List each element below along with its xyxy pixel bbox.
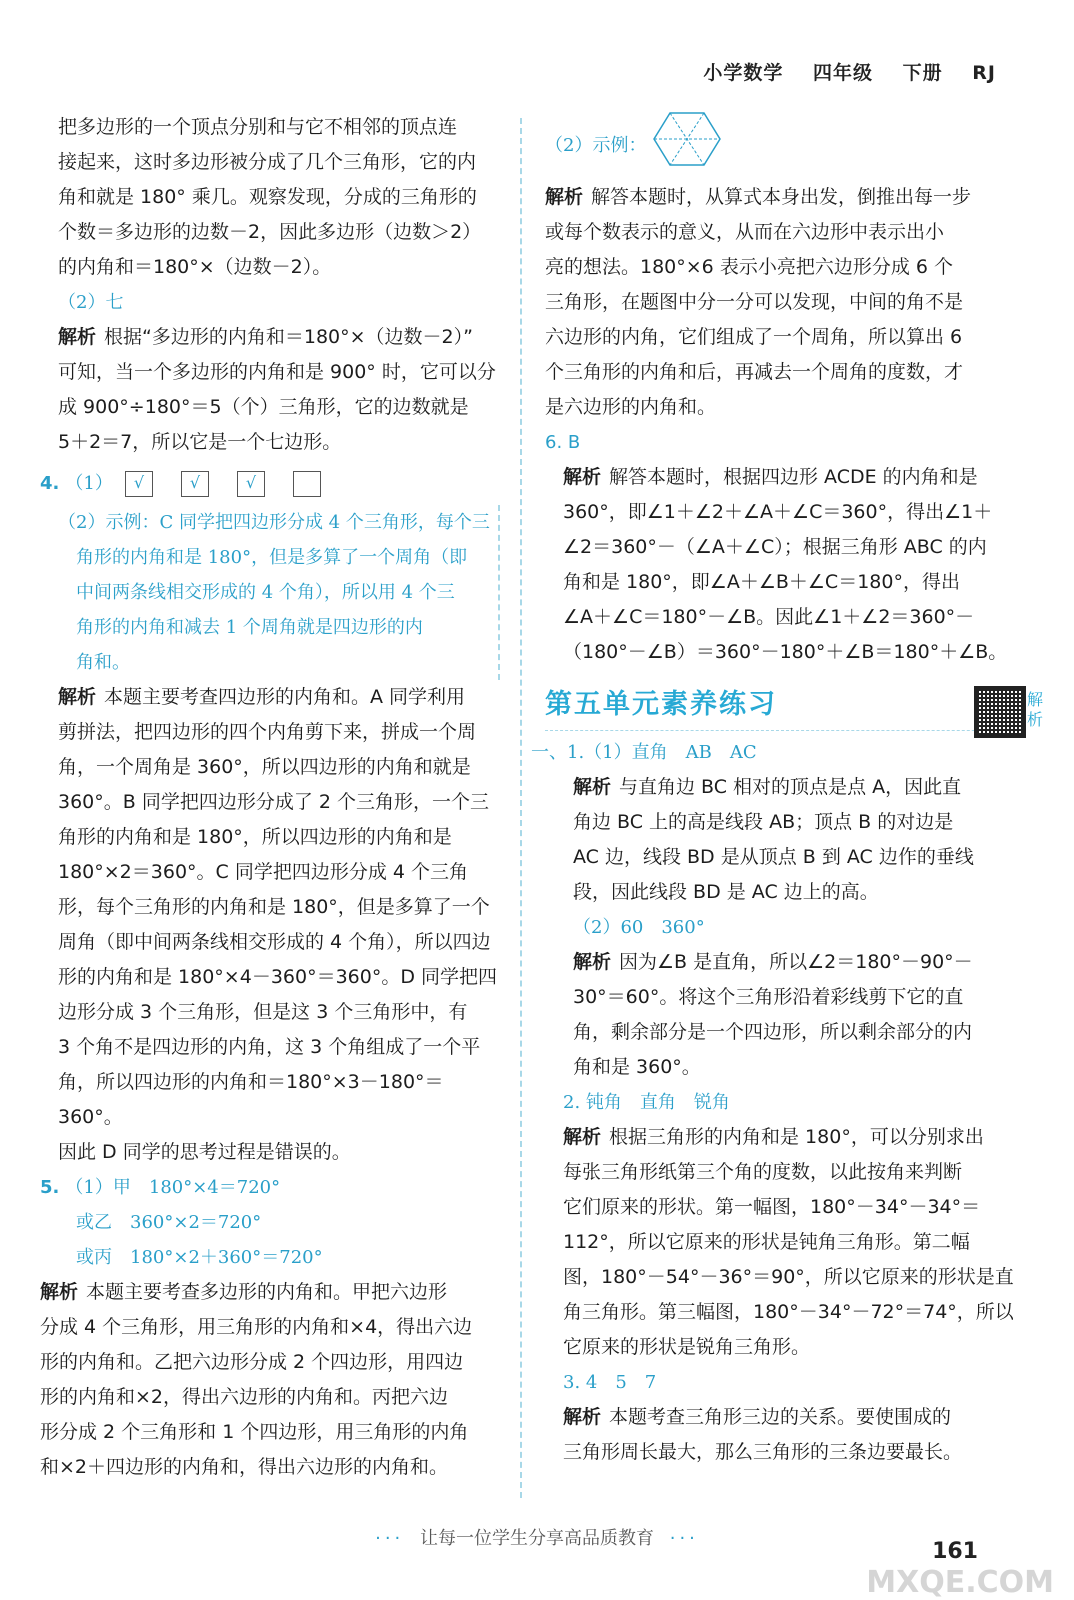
text-line: 112°，所以它原来的形状是钝角三角形。第二幅 bbox=[563, 1231, 970, 1253]
text-line: 三角形周长最大，那么三角形的三条边要最长。 bbox=[563, 1441, 963, 1463]
footer-dots-left: ··· bbox=[375, 1528, 405, 1549]
page-header bbox=[681, 58, 996, 85]
text-line: 和×2＋四边形的内角和，得出六边形的内角和。 bbox=[40, 1456, 449, 1478]
text-line: 360°。B 同学把四边形分成了 2 个三角形，一个三 bbox=[58, 791, 490, 813]
text-line: 角三角形。第三幅图，180°－34°－72°＝74°，所以 bbox=[563, 1301, 1014, 1323]
section-title: 第五单元素养练习 bbox=[545, 680, 1020, 731]
q5-2-label: （2）示例： bbox=[545, 134, 647, 156]
q4-2-answer bbox=[40, 505, 500, 680]
text-line: ∠2＝360°－（∠A＋∠C）；根据三角形 ABC 的内 bbox=[563, 536, 987, 558]
s1-1-explanation bbox=[545, 770, 1020, 910]
text-line: 角，剩余部分是一个四边形，所以剩余部分的内 bbox=[573, 1021, 973, 1043]
text-line: 角和就是 180° 乘几。观察发现，分成的三角形的 bbox=[58, 186, 477, 208]
analysis-tag: 解析 bbox=[573, 776, 612, 798]
text-line: 可知，当一个多边形的内角和是 900° 时，它可以分 bbox=[58, 361, 496, 383]
s3-explanation bbox=[545, 1400, 1020, 1470]
text-line: 角形的内角和减去 1 个周角就是四边形的内 bbox=[76, 617, 423, 638]
q5-answer-1: （1）甲 180°×4＝720° bbox=[65, 1177, 281, 1198]
text-line: 分成 4 个三角形，用三角形的内角和×4，得出六边 bbox=[40, 1316, 473, 1338]
page-footer bbox=[0, 1524, 1074, 1550]
text-line: 本题主要考查多边形的内角和。甲把六边形 bbox=[86, 1281, 448, 1303]
text-line: 360°，即∠1＋∠2＋∠A＋∠C＝360°，得出∠1＋ bbox=[563, 501, 993, 523]
text-line: 边形分成 3 个三角形，但是这 3 个三角形中，有 bbox=[58, 1001, 468, 1023]
left-column bbox=[40, 110, 500, 1485]
text-line: 与直角边 BC 相对的顶点是点 A，因此直 bbox=[619, 776, 962, 798]
q5-answer-2: 或乙 360°×2＝720° bbox=[76, 1212, 262, 1233]
q5-line-1 bbox=[40, 1170, 500, 1205]
analysis-tag: 解析 bbox=[545, 186, 584, 208]
text-line: 形的内角和。乙把六边形分成 2 个四边形，用四边 bbox=[40, 1351, 464, 1373]
text-line: 因此 D 同学的思考过程是错误的。 bbox=[58, 1141, 351, 1163]
text-line: 或每个数表示的意义，从而在六边形中表示出小 bbox=[545, 221, 945, 243]
analysis-tag: 解析 bbox=[573, 951, 612, 973]
text-line: 根据“多边形的内角和＝180°×（边数－2）” bbox=[104, 326, 473, 348]
text-line: 解答本题时，根据四边形 ACDE 的内角和是 bbox=[609, 466, 978, 488]
s3-answer: 3. 4 5 7 bbox=[563, 1372, 657, 1393]
text-line: 每张三角形纸第三个角的度数，以此按角来判断 bbox=[563, 1161, 963, 1183]
text-line: AC 边，线段 BD 是从顶点 B 到 AC 边作的垂线 bbox=[573, 846, 974, 868]
qr-code-icon[interactable] bbox=[974, 686, 1026, 738]
text-line: 是六边形的内角和。 bbox=[545, 396, 717, 418]
page-number: 161 bbox=[932, 1539, 978, 1564]
analysis-tag: 解析 bbox=[58, 326, 97, 348]
footer-slogan: 让每一位学生分享高品质教育 bbox=[420, 1528, 654, 1549]
text-line: 本题主要考查四边形的内角和。A 同学利用 bbox=[104, 686, 466, 708]
question-number: 4. bbox=[40, 473, 60, 494]
text-line: 因为∠B 是直角，所以∠2＝180°－90°－ bbox=[619, 951, 973, 973]
check-box-4 bbox=[293, 471, 321, 497]
s1-1-answer: 一、1.（1）直角 AB AC bbox=[531, 742, 757, 763]
text-line: 段，因此线段 BD 是 AC 边上的高。 bbox=[573, 881, 879, 903]
check-box-3: √ bbox=[237, 471, 265, 497]
check-box-2: √ bbox=[181, 471, 209, 497]
text-line: 180°×2＝360°。C 同学把四边形分成 4 个三角 bbox=[58, 861, 469, 883]
text-line: 角形的内角和是 180°，所以四边形的内角和是 bbox=[58, 826, 452, 848]
text-line: 角，所以四边形的内角和＝180°×3－180°＝360°。 bbox=[58, 1071, 444, 1128]
question-number: 5. bbox=[40, 1177, 60, 1198]
text-line: 形分成 2 个三角形和 1 个四边形，用三角形的内角 bbox=[40, 1421, 469, 1443]
text-line: 六边形的内角，它们组成了一个周角，所以算出 6 bbox=[545, 326, 963, 348]
text-line: 亮的想法。180°×6 表示小亮把六边形分成 6 个 bbox=[545, 256, 953, 278]
text-line: 三角形，在题图中分一分可以发现，中间的角不是 bbox=[545, 291, 964, 313]
q5-explanation bbox=[40, 1275, 500, 1485]
text-line: （180°－∠B）＝360°－180°＋∠B＝180°＋∠B。 bbox=[563, 641, 1008, 663]
text-line: 图，180°－54°－36°＝90°，所以它原来的形状是直 bbox=[563, 1266, 1014, 1288]
text-line: 解答本题时，从算式本身出发，倒推出每一步 bbox=[591, 186, 972, 208]
text-line: 个数＝多边形的边数－2，因此多边形（边数＞2） bbox=[58, 221, 482, 243]
text-line: 角形的内角和是 180°，但是多算了一个周角（即 bbox=[76, 547, 468, 568]
text-line: 它们原来的形状。第一幅图，180°－34°－34°＝ bbox=[563, 1196, 981, 1218]
watermark: MXQE.COM bbox=[866, 1565, 1054, 1600]
header-edition: RJ bbox=[972, 62, 996, 84]
text-line: 30°＝60°。将这个三角形沿着彩线剪下它的直 bbox=[573, 986, 964, 1008]
text-line: 它原来的形状是锐角三角形。 bbox=[563, 1336, 811, 1358]
text-line: 根据三角形的内角和是 180°，可以分别求出 bbox=[609, 1126, 984, 1148]
text-line: 个三角形的内角和后，再减去一个周角的度数，才 bbox=[545, 361, 964, 383]
qr-label: 解析 bbox=[1026, 690, 1043, 729]
q3-2-explanation bbox=[40, 320, 500, 460]
text-line: 剪拼法，把四边形的四个内角剪下来，拼成一个周 bbox=[58, 721, 477, 743]
text-line: 中间两条线相交形成的 4 个角），所以用 4 个三 bbox=[76, 582, 455, 603]
text-line: 形，每个三角形的内角和是 180°，但是多算了一个 bbox=[58, 896, 490, 918]
text-line: 5＋2＝7，所以它是一个七边形。 bbox=[58, 431, 342, 453]
text-line: 的内角和＝180°×（边数－2）。 bbox=[58, 256, 332, 278]
hexagon-diagram bbox=[652, 109, 722, 181]
text-line: 把多边形的一个顶点分别和与它不相邻的顶点连 bbox=[58, 116, 458, 138]
q4-explanation bbox=[40, 680, 500, 1170]
q4-1-label: （1） bbox=[65, 473, 113, 494]
s1-2-explanation bbox=[545, 945, 1020, 1085]
analysis-tag: 解析 bbox=[58, 686, 97, 708]
text-line: 角和是 360°。 bbox=[573, 1056, 701, 1078]
check-box-1: √ bbox=[125, 471, 153, 497]
analysis-tag: 解析 bbox=[40, 1281, 79, 1303]
text-line: 角和。 bbox=[76, 652, 130, 673]
header-volume: 下册 bbox=[902, 62, 943, 84]
s2-explanation bbox=[545, 1120, 1020, 1365]
text-line: 角边 BC 上的高是线段 AB；顶点 B 的对边是 bbox=[573, 811, 954, 833]
text-line: 角，一个周角是 360°，所以四边形的内角和就是 bbox=[58, 756, 471, 778]
q5-2-explanation bbox=[545, 180, 1020, 425]
footer-dots-right: ··· bbox=[669, 1528, 699, 1549]
text-line: 3 个角不是四边形的内角，这 3 个角组成了一个平 bbox=[58, 1036, 481, 1058]
q3-continued bbox=[40, 110, 500, 285]
q4-part1 bbox=[40, 466, 500, 501]
text-line: 形的内角和是 180°×4－360°＝360°。D 同学把四 bbox=[58, 966, 498, 988]
text-line: 形的内角和×2，得出六边形的内角和。丙把六边 bbox=[40, 1386, 449, 1408]
header-subject: 小学数学 bbox=[703, 62, 784, 84]
text-line: 周角（即中间两条线相交形成的 4 个角），所以四边 bbox=[58, 931, 491, 953]
s1-2-answer: （2）60 360° bbox=[573, 917, 705, 938]
q3-2-answer: （2）七 bbox=[58, 292, 124, 313]
q5-2-example bbox=[545, 110, 1020, 180]
analysis-tag: 解析 bbox=[563, 1126, 602, 1148]
text-line: 接起来，这时多边形被分成了几个三角形，它的内 bbox=[58, 151, 477, 173]
text-line: ∠A＋∠C＝180°－∠B。因此∠1＋∠2＝360°－ bbox=[563, 606, 975, 628]
q6-explanation bbox=[545, 460, 1020, 670]
q5-answer-3: 或丙 180°×2＋360°＝720° bbox=[76, 1247, 323, 1268]
s2-answer: 2. 钝角 直角 锐角 bbox=[563, 1092, 730, 1113]
q6-answer: 6. B bbox=[545, 432, 581, 453]
analysis-tag: 解析 bbox=[563, 466, 602, 488]
header-grade: 四年级 bbox=[813, 62, 874, 84]
column-divider bbox=[520, 118, 522, 1498]
text-line: 成 900°÷180°＝5（个）三角形，它的边数就是 bbox=[58, 396, 469, 418]
text-line: 本题考查三角形三边的关系。要使围成的 bbox=[609, 1406, 952, 1428]
text-line: （2）示例：C 同学把四边形分成 4 个三角形，每个三 bbox=[58, 512, 490, 533]
text-line: 角和是 180°，即∠A＋∠B＋∠C＝180°，得出 bbox=[563, 571, 960, 593]
analysis-tag: 解析 bbox=[563, 1406, 602, 1428]
right-column bbox=[531, 110, 1020, 1470]
